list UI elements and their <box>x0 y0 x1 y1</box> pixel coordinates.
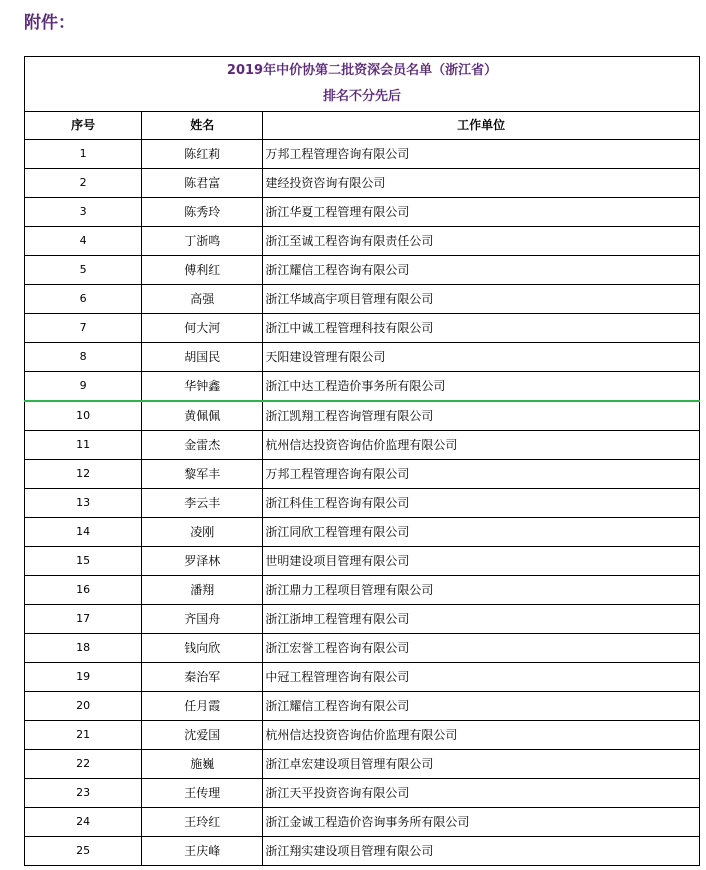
row-number-cell: 16 <box>25 576 142 605</box>
table-row <box>25 314 700 343</box>
table-row <box>25 547 700 576</box>
table-row <box>25 198 700 227</box>
row-unit-cell: 万邦工程管理咨询有限公司 <box>263 460 700 489</box>
member-table <box>24 56 700 866</box>
table-row <box>25 721 700 750</box>
row-number-cell: 24 <box>25 808 142 837</box>
table-row <box>25 576 700 605</box>
row-unit-cell: 浙江鼎力工程项目管理有限公司 <box>263 576 700 605</box>
row-number-cell: 13 <box>25 489 142 518</box>
table-row <box>25 401 700 431</box>
table-row <box>25 750 700 779</box>
row-number-cell: 4 <box>25 227 142 256</box>
row-unit-cell: 浙江凯翔工程咨询管理有限公司 <box>263 401 700 431</box>
table-row <box>25 140 700 169</box>
row-name-cell: 高强 <box>142 285 263 314</box>
table-body <box>25 140 700 866</box>
row-number-cell: 14 <box>25 518 142 547</box>
row-number-cell: 20 <box>25 692 142 721</box>
table-row <box>25 808 700 837</box>
row-name-cell: 傅利红 <box>142 256 263 285</box>
row-name-cell: 陈秀玲 <box>142 198 263 227</box>
row-number-cell: 6 <box>25 285 142 314</box>
row-name-cell: 沈爱国 <box>142 721 263 750</box>
row-number-cell: 9 <box>25 372 142 402</box>
row-name-cell: 凌刚 <box>142 518 263 547</box>
row-unit-cell: 浙江中诚工程管理科技有限公司 <box>263 314 700 343</box>
table-title <box>25 57 700 112</box>
row-name-cell: 王庆峰 <box>142 837 263 866</box>
row-number-cell: 19 <box>25 663 142 692</box>
row-unit-cell: 浙江翔实建设项目管理有限公司 <box>263 837 700 866</box>
table-row <box>25 460 700 489</box>
row-number-cell: 21 <box>25 721 142 750</box>
row-number-cell: 25 <box>25 837 142 866</box>
row-unit-cell: 浙江科佳工程咨询有限公司 <box>263 489 700 518</box>
row-number-cell: 1 <box>25 140 142 169</box>
row-unit-cell: 浙江中达工程造价事务所有限公司 <box>263 372 700 402</box>
table-title-line2: 排名不分先后 <box>322 89 401 104</box>
row-unit-cell: 浙江天平投资咨询有限公司 <box>263 779 700 808</box>
row-unit-cell: 中冠工程管理咨询有限公司 <box>263 663 700 692</box>
row-number-cell: 2 <box>25 169 142 198</box>
row-unit-cell: 浙江卓宏建设项目管理有限公司 <box>263 750 700 779</box>
row-name-cell: 任月霞 <box>142 692 263 721</box>
row-number-cell: 10 <box>25 401 142 431</box>
row-number-cell: 22 <box>25 750 142 779</box>
row-name-cell: 钱向欣 <box>142 634 263 663</box>
row-number-cell: 5 <box>25 256 142 285</box>
row-name-cell: 陈红莉 <box>142 140 263 169</box>
row-unit-cell: 浙江宏誉工程咨询有限公司 <box>263 634 700 663</box>
row-number-cell: 11 <box>25 431 142 460</box>
row-unit-cell: 浙江同欣工程管理有限公司 <box>263 518 700 547</box>
row-name-cell: 陈君富 <box>142 169 263 198</box>
attachment-label: 附件： <box>24 13 75 33</box>
row-name-cell: 李云丰 <box>142 489 263 518</box>
row-number-cell: 18 <box>25 634 142 663</box>
table-row <box>25 605 700 634</box>
row-name-cell: 齐国舟 <box>142 605 263 634</box>
table-row <box>25 372 700 402</box>
table-row <box>25 431 700 460</box>
row-number-cell: 12 <box>25 460 142 489</box>
row-number-cell: 17 <box>25 605 142 634</box>
table-row <box>25 692 700 721</box>
row-unit-cell: 杭州信达投资咨询估价监理有限公司 <box>263 431 700 460</box>
row-name-cell: 施巍 <box>142 750 263 779</box>
row-unit-cell: 世明建设项目管理有限公司 <box>263 547 700 576</box>
table-row <box>25 489 700 518</box>
header-name: 姓名 <box>142 112 263 140</box>
row-name-cell: 潘翔 <box>142 576 263 605</box>
row-name-cell: 黎军丰 <box>142 460 263 489</box>
row-name-cell: 秦治军 <box>142 663 263 692</box>
row-unit-cell: 天阳建设管理有限公司 <box>263 343 700 372</box>
table-row <box>25 663 700 692</box>
table-title-line1: 2019年中价协第二批资深会员名单（浙江省） <box>226 63 498 78</box>
row-name-cell: 金雷杰 <box>142 431 263 460</box>
row-unit-cell: 浙江华夏工程管理有限公司 <box>263 198 700 227</box>
table-row <box>25 518 700 547</box>
row-number-cell: 8 <box>25 343 142 372</box>
row-name-cell: 何大河 <box>142 314 263 343</box>
table-row <box>25 343 700 372</box>
row-unit-cell: 浙江耀信工程咨询有限公司 <box>263 256 700 285</box>
table-row <box>25 285 700 314</box>
row-number-cell: 23 <box>25 779 142 808</box>
row-unit-cell: 浙江至诚工程咨询有限责任公司 <box>263 227 700 256</box>
header-unit: 工作单位 <box>263 112 700 140</box>
row-name-cell: 王玲红 <box>142 808 263 837</box>
row-name-cell: 罗泽林 <box>142 547 263 576</box>
table-row <box>25 779 700 808</box>
table-row <box>25 227 700 256</box>
row-number-cell: 7 <box>25 314 142 343</box>
row-name-cell: 丁浙鸣 <box>142 227 263 256</box>
table-row <box>25 634 700 663</box>
table-row <box>25 256 700 285</box>
row-unit-cell: 杭州信达投资咨询估价监理有限公司 <box>263 721 700 750</box>
header-no: 序号 <box>25 112 142 140</box>
table-row <box>25 837 700 866</box>
row-name-cell: 华钟鑫 <box>142 372 263 402</box>
row-unit-cell: 浙江金诚工程造价咨询事务所有限公司 <box>263 808 700 837</box>
table-row <box>25 169 700 198</box>
row-name-cell: 胡国民 <box>142 343 263 372</box>
row-number-cell: 3 <box>25 198 142 227</box>
row-name-cell: 黄佩佩 <box>142 401 263 431</box>
row-unit-cell: 浙江耀信工程咨询有限公司 <box>263 692 700 721</box>
row-number-cell: 15 <box>25 547 142 576</box>
row-unit-cell: 浙江浙坤工程管理有限公司 <box>263 605 700 634</box>
row-unit-cell: 浙江华域高宇项目管理有限公司 <box>263 285 700 314</box>
row-unit-cell: 万邦工程管理咨询有限公司 <box>263 140 700 169</box>
row-name-cell: 王传理 <box>142 779 263 808</box>
row-unit-cell: 建经投资咨询有限公司 <box>263 169 700 198</box>
